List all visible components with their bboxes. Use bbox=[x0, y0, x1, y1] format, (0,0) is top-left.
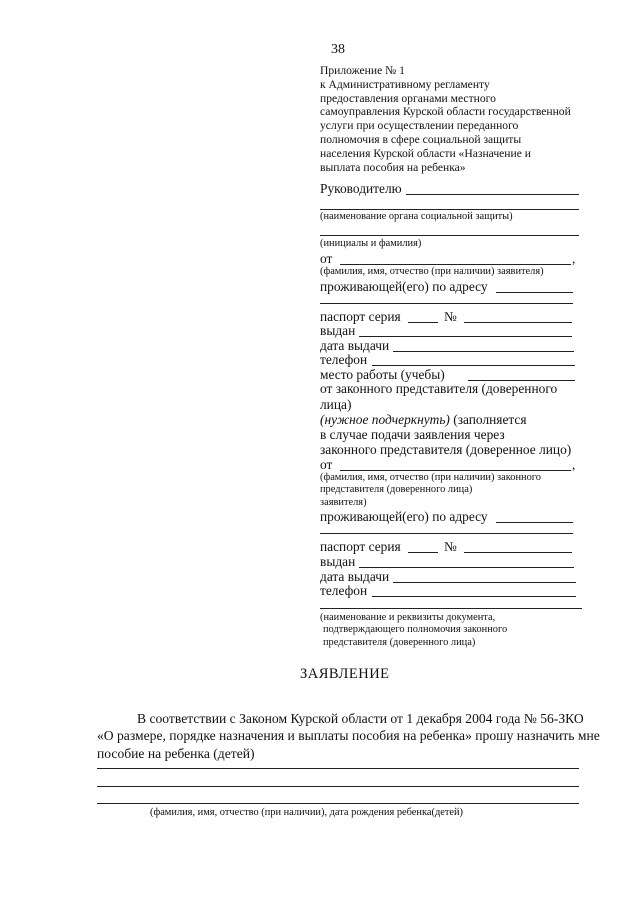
passport-series-field[interactable] bbox=[408, 322, 438, 323]
child-field-3[interactable] bbox=[97, 803, 579, 804]
rep-heading-1: от законного представителя (доверенного bbox=[320, 381, 558, 396]
passport-number-field[interactable] bbox=[464, 322, 572, 323]
appendix-line: Приложение № 1 bbox=[320, 64, 405, 77]
doc-caption-3: представителя (доверенного лица) bbox=[323, 637, 476, 648]
rep-passport-number-sign: № bbox=[444, 539, 457, 554]
applicant-caption: (фамилия, имя, отчество (при наличии) заявителя) bbox=[320, 266, 544, 277]
initials-caption: (инициалы и фамилия) bbox=[320, 238, 422, 249]
rep-passport-series-label: паспорт серия bbox=[320, 539, 401, 554]
comma: , bbox=[572, 251, 576, 266]
appendix-line: услуги при осуществлении переданного bbox=[320, 119, 519, 133]
page-number: 38 bbox=[331, 42, 345, 57]
head-label: Руководителю bbox=[320, 181, 402, 196]
appendix-line: выплата пособия на ребенка» bbox=[320, 160, 466, 174]
issue-date-label: дата выдачи bbox=[320, 338, 390, 353]
issued-label: выдан bbox=[320, 323, 356, 338]
rep-address-field[interactable] bbox=[496, 522, 573, 523]
rep-caption-2: представителя (доверенного лица) bbox=[320, 484, 473, 495]
applicant-name-field[interactable] bbox=[340, 264, 571, 265]
appendix-line: к Административному регламенту bbox=[320, 77, 490, 91]
from-label: от bbox=[320, 251, 333, 266]
doc-caption-1: (наименование и реквизиты документа, bbox=[320, 612, 496, 623]
issued-field[interactable] bbox=[359, 336, 572, 337]
org-field[interactable] bbox=[320, 209, 579, 210]
appendix-line: населения Курской области «Назначение и bbox=[320, 146, 531, 160]
appendix-line: предоставления органами местного bbox=[320, 91, 496, 105]
rep-issued-label: выдан bbox=[320, 554, 356, 569]
fill-note: (заполняется bbox=[453, 412, 527, 427]
statement-line-3: пособие на ребенка (детей) bbox=[97, 746, 255, 761]
passport-number-sign: № bbox=[444, 309, 457, 324]
rep-doc-field[interactable] bbox=[320, 608, 582, 609]
issue-date-field[interactable] bbox=[393, 351, 574, 352]
address-field-2[interactable] bbox=[320, 303, 573, 304]
passport-series-label: паспорт серия bbox=[320, 309, 401, 324]
fill-note-2: в случае подачи заявления через bbox=[320, 427, 505, 442]
rep-passport-number-field[interactable] bbox=[464, 552, 572, 553]
statement-line-2: «О размере, порядке назначения и выплаты пособия на ребенка» прошу назначить мне bbox=[97, 728, 600, 743]
rep-issue-date-field[interactable] bbox=[393, 582, 576, 583]
appendix-line: самоуправления Курской области государственной bbox=[320, 105, 571, 119]
statement-title: ЗАЯВЛЕНИЕ bbox=[300, 666, 390, 682]
rep-phone-label: телефон bbox=[320, 583, 368, 598]
residing-label: проживающей(его) по адресу bbox=[320, 279, 488, 294]
address-field[interactable] bbox=[496, 292, 573, 293]
rep-phone-field[interactable] bbox=[372, 596, 576, 597]
head-field[interactable] bbox=[406, 194, 579, 195]
workplace-label: место работы (учебы) bbox=[320, 367, 445, 382]
rep-address-field-2[interactable] bbox=[320, 533, 573, 534]
rep-comma: , bbox=[572, 457, 576, 472]
child-field-1[interactable] bbox=[97, 768, 579, 769]
rep-caption-3: заявителя) bbox=[320, 497, 367, 508]
fill-note-3: законного представителя (доверенное лицо) bbox=[320, 442, 572, 457]
child-caption: (фамилия, имя, отчество (при наличии), дата рождения ребенка(детей) bbox=[150, 807, 464, 818]
rep-caption-1: (фамилия, имя, отчество (при наличии) законного bbox=[320, 472, 541, 483]
phone-label: телефон bbox=[320, 352, 368, 367]
rep-issue-date-label: дата выдачи bbox=[320, 569, 390, 584]
doc-caption-2: подтверждающего полномочия законного bbox=[323, 624, 508, 635]
rep-heading-2: лица) bbox=[320, 397, 352, 412]
rep-from-label: от bbox=[320, 457, 333, 472]
org-caption: (наименование органа социальной защиты) bbox=[320, 211, 513, 222]
initials-field[interactable] bbox=[320, 235, 579, 236]
rep-residing-label: проживающей(его) по адресу bbox=[320, 509, 488, 524]
rep-passport-series-field[interactable] bbox=[408, 552, 438, 553]
statement-line-1: В соответствии с Законом Курской области от 1 декабря 2004 года № 56-ЗКО bbox=[137, 711, 584, 726]
rep-issued-field[interactable] bbox=[359, 567, 574, 568]
underline-note: (нужное подчеркнуть) bbox=[320, 412, 450, 427]
phone-field[interactable] bbox=[372, 365, 575, 366]
rep-name-field[interactable] bbox=[340, 470, 571, 471]
child-field-2[interactable] bbox=[97, 786, 579, 787]
appendix-line: полномочия в сфере социальной защиты bbox=[320, 132, 522, 146]
fill-note-line bbox=[320, 412, 527, 427]
appendix-heading bbox=[320, 64, 590, 174]
